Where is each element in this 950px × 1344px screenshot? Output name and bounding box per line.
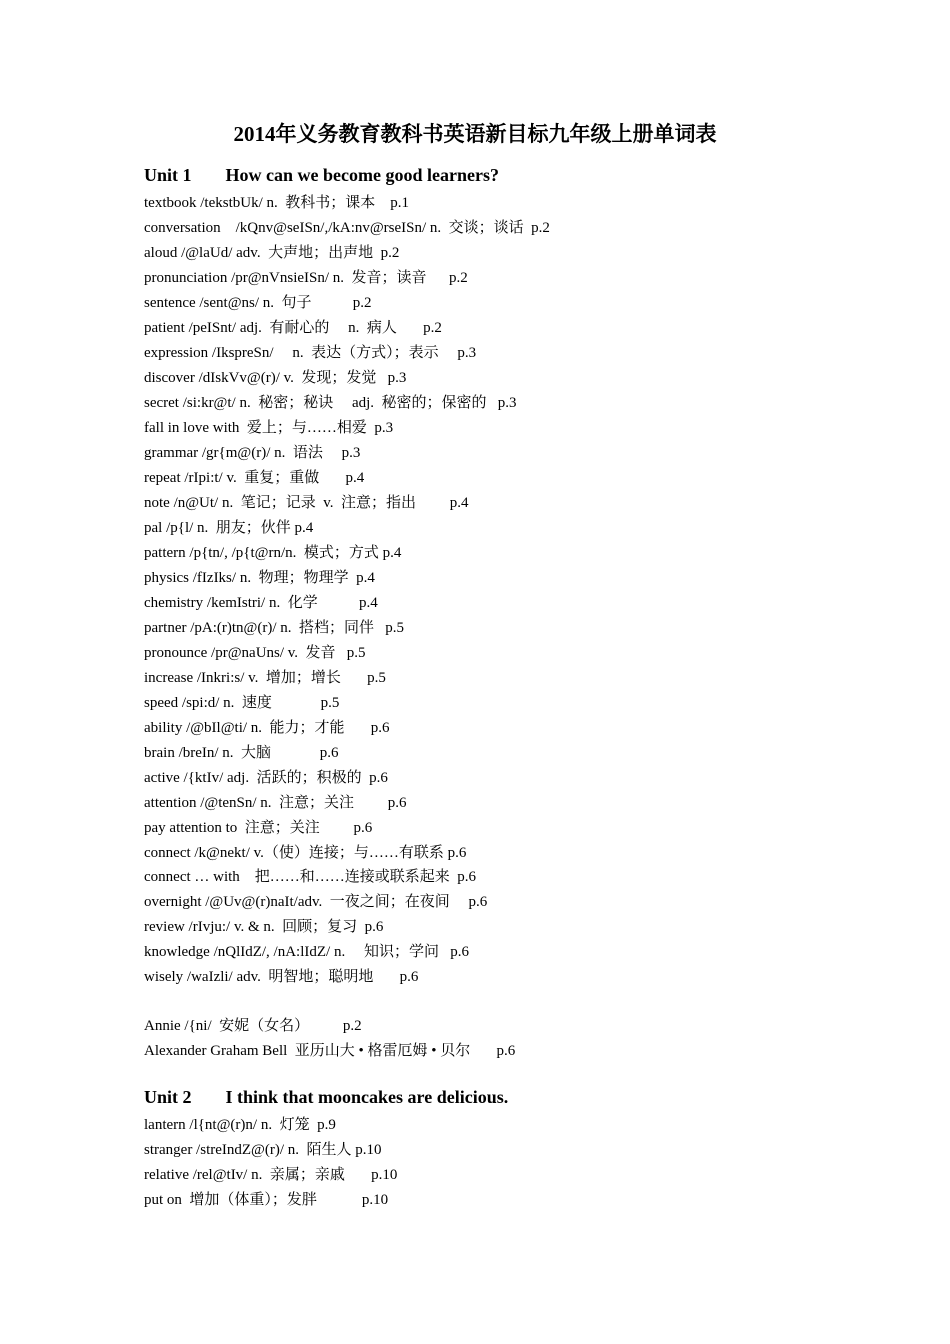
vocab-entry: note /n@Ut/ n. 笔记；记录 v. 注意；指出 p.4 — [144, 495, 469, 511]
vocab-entry: speed /spi:d/ n. 速度 p.5 — [144, 695, 340, 711]
vocab-entry: wisely /waIzli/ adv. 明智地；聪明地 p.6 — [144, 969, 419, 985]
vocab-entry: put on 增加（体重）；发胖 p.10 — [144, 1192, 389, 1208]
vocab-entry: chemistry /kemIstri/ n. 化学 p.4 — [144, 595, 378, 611]
vocab-entry: increase /Inkri:s/ v. 增加；增长 p.5 — [144, 670, 386, 686]
vocab-entry: discover /dIskVv@(r)/ v. 发现；发觉 p.3 — [144, 370, 407, 386]
vocab-entry: pronunciation /pr@nVnsieISn/ n. 发音；读音 p.2 — [144, 270, 468, 286]
page-title: 2014年义务教育教科书英语新目标九年级上册单词表 — [233, 122, 717, 146]
vocab-entry: physics /fIzIks/ n. 物理；物理学 p.4 — [144, 570, 375, 586]
vocab-entry: overnight /@Uv@(r)naIt/adv. 一夜之间；在夜间 p.6 — [144, 894, 488, 910]
vocab-entry: grammar /gr{m@(r)/ n. 语法 p.3 — [144, 445, 361, 461]
vocab-entry: knowledge /nQlIdZ/, /nA:lIdZ/ n. 知识；学问 p.6 — [144, 944, 469, 960]
vocab-entry: pay attention to 注意；关注 p.6 — [144, 820, 373, 836]
vocab-entry: repeat /rIpi:t/ v. 重复；重做 p.4 — [144, 470, 365, 486]
vocab-entry: conversation /kQnv@seISn/,/kA:nv@rseISn/ n. 交谈；谈话 p.2 — [144, 220, 550, 236]
name-entry: Alexander Graham Bell 亚历山大 • 格雷厄姆 • 贝尔 p.6 — [144, 1043, 516, 1059]
vocab-entry: attention /@tenSn/ n. 注意；关注 p.6 — [144, 795, 407, 811]
vocab-entry: relative /rel@tIv/ n. 亲属；亲戚 p.10 — [144, 1167, 398, 1183]
vocab-entry: active /{ktIv/ adj. 活跃的；积极的 p.6 — [144, 770, 388, 786]
unit-2-heading — [144, 1087, 508, 1108]
unit-2-label: Unit 2 — [144, 1087, 192, 1107]
vocab-entry: patient /peISnt/ adj. 有耐心的 n. 病人 p.2 — [144, 320, 442, 336]
vocab-entry: review /rIvju:/ v. & n. 回顾；复习 p.6 — [144, 919, 384, 935]
unit-1-label: Unit 1 — [144, 165, 192, 185]
vocab-entry: sentence /sent@ns/ n. 句子 p.2 — [144, 295, 372, 311]
unit-1-title: How can we become good learners? — [225, 165, 499, 185]
vocab-entry: fall in love with 爱上；与……相爱 p.3 — [144, 420, 394, 436]
vocab-entry: pronounce /pr@naUns/ v. 发音 p.5 — [144, 645, 366, 661]
vocab-entry: connect … with 把……和……连接或联系起来 p.6 — [144, 869, 477, 885]
vocab-entry: secret /si:kr@t/ n. 秘密；秘诀 adj. 秘密的；保密的 p.3 — [144, 395, 517, 411]
vocab-entry: lantern /l{nt@(r)n/ n. 灯笼 p.9 — [144, 1117, 336, 1133]
vocab-entry: stranger /streIndZ@(r)/ n. 陌生人 p.10 — [144, 1142, 382, 1158]
unit-1-heading — [144, 165, 499, 186]
vocab-entry: expression /IkspreSn/ n. 表达（方式）；表示 p.3 — [144, 345, 477, 361]
vocab-entry: aloud /@laUd/ adv. 大声地；出声地 p.2 — [144, 245, 400, 261]
vocab-entry: connect /k@nekt/ v.（使）连接；与……有联系 p.6 — [144, 845, 467, 861]
vocab-entry: textbook /tekstbUk/ n. 教科书；课本 p.1 — [144, 195, 409, 211]
name-entry: Annie /{ni/ 安妮（女名） p.2 — [144, 1018, 362, 1034]
vocab-entry: pal /p{l/ n. 朋友；伙伴 p.4 — [144, 520, 314, 536]
unit-2-title: I think that mooncakes are delicious. — [225, 1087, 509, 1107]
vocab-entry: brain /breIn/ n. 大脑 p.6 — [144, 745, 339, 761]
vocab-entry: partner /pA:(r)tn@(r)/ n. 搭档；同伴 p.5 — [144, 620, 405, 636]
vocab-entry: pattern /p{tn/, /p{t@rn/n. 模式；方式 p.4 — [144, 545, 402, 561]
vocab-entry: ability /@bIl@ti/ n. 能力；才能 p.6 — [144, 720, 390, 736]
